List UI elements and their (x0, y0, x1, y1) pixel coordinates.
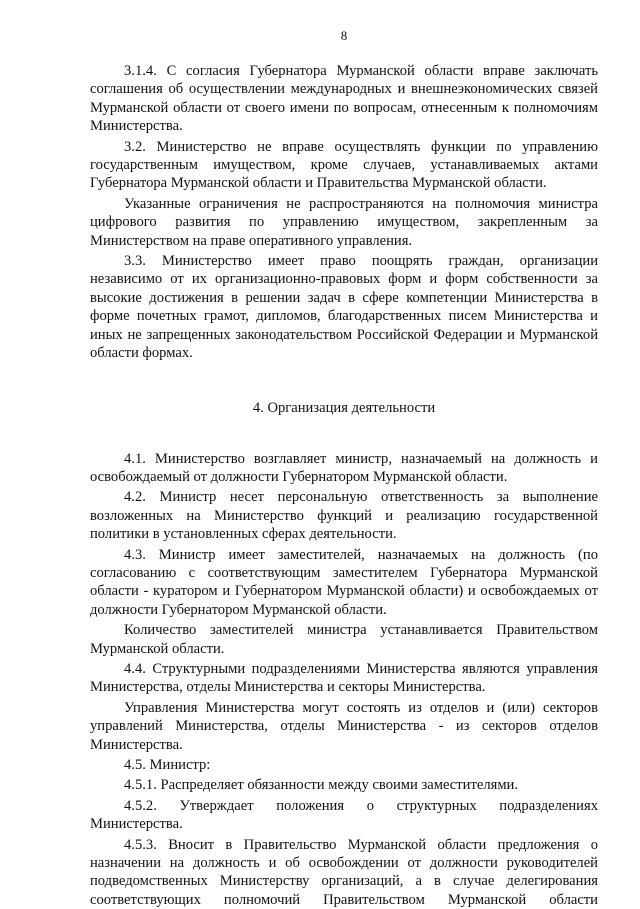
paragraph-4-5-3: 4.5.3. Вносит в Правительство Мурманской области предложения о назначении на должность и об освобождении от должности руководителей подведомственных Министерству организаций, а в случае делегирования соответствующих полномочий Правительством Мурманской области (90, 836, 598, 908)
paragraph-4-5: 4.5. Министр: (124, 757, 211, 773)
paragraph-3-2: 3.2. Министерство не вправе осуществлять функции по управлению государственным имуществом, кроме случаев, устанавливаемых актами Губернатора Мурманской области и Правительства Мурманской области. (90, 138, 598, 192)
paragraph-deputies-count: Количество заместителей министра устанавливается Правительством Мурманской области. (90, 622, 598, 657)
paragraph-4-1: 4.1. Министерство возглавляет министр, назначаемый на должность и освобождаемый от должности Губернатором Мурманской области. (90, 450, 598, 485)
paragraph-4-3: 4.3. Министр имеет заместителей, назначаемых на должность (по согласованию с соответствующим заместителем Губернатора Мурманской области - куратором и Губернатором Мурманской области) и освобождаемых от должности Губернатором Мурманской области. (90, 546, 598, 618)
page-number: 8 (340, 28, 348, 43)
paragraph-4-5-1: 4.5.1. Распределяет обязанности между своими заместителями. (124, 777, 519, 794)
paragraph-departments: Управления Министерства могут состоять из отделов и (или) секторов управлений Министерства, отделы Министерства - из секторов отделов Министерства. (90, 699, 598, 753)
paragraph-3-3: 3.3. Министерство имеет право поощрять граждан, организации независимо от их организационно-правовых форм и форм собственности за высокие достижения в решении задач в сфере компетенции Министерства в форме почетных грамот, дипломов, благодарственных писем Министерства и иных не запрещенных законодательством Российской Федерации и Мурманской области формах. (90, 253, 598, 362)
paragraph-restrictions: Указанные ограничения не распространяются на полномочия министра цифрового развития по управлению имуществом, закрепленным за Министерством на праве оперативного управления. (90, 195, 598, 249)
document-page (90, 28, 598, 909)
section-heading: 4. Организация деятельности (252, 399, 436, 416)
paragraph-4-4: 4.4. Структурными подразделениями Министерства являются управления Министерства, отделы Министерства и секторы Министерства. (90, 660, 598, 696)
paragraph-4-2: 4.2. Министр несет персональную ответственность за выполнение возложенных на Министерство функций и реализацию государственной политики в установленных сферах деятельности. (90, 489, 598, 543)
paragraph-3-1-4: 3.1.4. С согласия Губернатора Мурманской области вправе заключать соглашения об осуществлении международных и внешнеэкономических связей Мурманской области от своего имени по вопросам, отнесенным к полномочиям Министерства. (90, 63, 598, 135)
paragraph-4-5-2: 4.5.2. Утверждает положения о структурных подразделениях Министерства. (90, 797, 598, 833)
